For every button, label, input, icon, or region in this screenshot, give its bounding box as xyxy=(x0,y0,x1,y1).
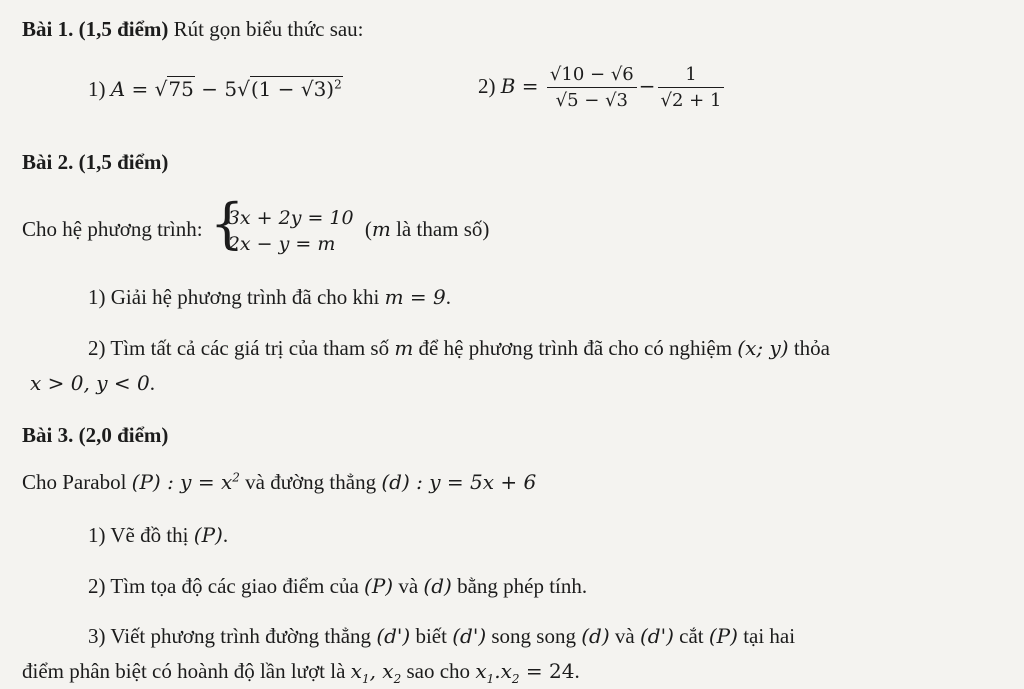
fraction-2-den: √2 + 1 xyxy=(660,90,722,111)
bai2-q2-condition: x > 0, y < 0 xyxy=(30,371,150,395)
x1-sub: 1 xyxy=(361,672,370,686)
param-rest: là tham số) xyxy=(390,216,490,241)
bai2-q2-text: 2) Tìm tất cả các giá trị của tham số xyxy=(88,336,390,360)
bai2-q2-m: m xyxy=(394,336,414,360)
x2-sub: 2 xyxy=(393,672,402,686)
bai2-system-line xyxy=(22,192,490,257)
param-m: m xyxy=(371,216,391,241)
bai2-q2-xy: (x; y) xyxy=(737,336,789,360)
bai3-q3-line2: điểm phân biệt có hoành độ lần lượt là $x_1$, $x_2$ sao cho $x_1.x_2 = 24$. xyxy=(22,659,580,686)
bai2-q1-math: m = 9 xyxy=(384,285,446,309)
bai3-q3-cut: cắt xyxy=(679,624,704,648)
bai1-heading xyxy=(22,17,364,42)
bai1-q2-label: 2) xyxy=(478,74,496,98)
bai1-q2-expr xyxy=(500,64,727,111)
bai3-title: Bài 3. (2,0 điểm) xyxy=(22,423,169,447)
parabol-def-text: (P) : y = x xyxy=(131,470,233,494)
q2-lhs: B = xyxy=(500,74,545,98)
bai3-q3-a: 3) Viết phương trình đường thẳng xyxy=(88,624,372,648)
sqrt-sign: √ xyxy=(154,77,168,101)
bai3-q1-text: 1) Vẽ đồ thị xyxy=(88,523,189,547)
parabol-exp: 2 xyxy=(232,470,240,485)
bai3-intro: Cho Parabol xyxy=(22,470,127,494)
bai3-q3-so: sao cho xyxy=(406,659,471,683)
bai2-q2 xyxy=(88,336,830,361)
bai3-q3-end: tại hai xyxy=(743,624,796,648)
p1-base: x xyxy=(475,659,487,683)
p1-sub: 1 xyxy=(486,672,495,686)
bai3-q2-end: bằng phép tính. xyxy=(457,574,588,598)
bai3-q3-d4: (d') xyxy=(639,624,674,648)
bai3-q3-and: và xyxy=(614,624,635,648)
bai3-q3-d2: (d') xyxy=(452,624,487,648)
bai2-title: Bài 2. (1,5 điểm) xyxy=(22,150,169,174)
parabol-def xyxy=(132,470,240,494)
bai2-q1: 1) Giải hệ phương trình đã cho khi m = 9. xyxy=(88,285,452,309)
bai2-q2-condition-line: x > 0, y < 0. xyxy=(30,371,155,395)
bai1-intro: Rút gọn biểu thức sau: xyxy=(173,17,364,41)
bai2-intro: Cho hệ phương trình: xyxy=(22,216,203,241)
radicand-2-text: (1 − √3) xyxy=(250,77,335,101)
bai1-q1-expr xyxy=(111,76,343,101)
bai2-q2-end: thỏa xyxy=(793,336,830,360)
x1-base: x xyxy=(350,659,362,683)
bai3-q3-line2-text: điểm phân biệt có hoành độ lần lượt là xyxy=(22,659,346,683)
equation-system xyxy=(209,192,354,257)
fraction-2 xyxy=(658,64,725,111)
bai3-q1: 1) Vẽ đồ thị (P). xyxy=(88,523,229,547)
bai1-q1 xyxy=(88,77,343,102)
radicand-75: 75 xyxy=(168,77,194,101)
param-note: (m là tham số) xyxy=(364,216,490,241)
bai3-q2-p: (P) xyxy=(364,574,394,598)
product-value: = 24 xyxy=(519,659,575,683)
fraction-1 xyxy=(547,64,637,111)
sqrt-sign-2: √ xyxy=(237,77,250,101)
brace-icon: { xyxy=(209,192,245,255)
bai2-q2-rest: để hệ phương trình đã cho có nghiệm xyxy=(418,336,733,360)
line-d-def: (d) : y = 5x + 6 xyxy=(381,470,537,494)
radicand-2 xyxy=(250,76,343,101)
bai3-q3-p: (P) xyxy=(708,624,738,648)
bai3-intro-line xyxy=(22,470,536,495)
bai3-q3-b: biết xyxy=(415,624,447,648)
bai3-q3 xyxy=(88,624,795,649)
bai3-q3-d3: (d) xyxy=(581,624,610,648)
fraction-2-num: 1 xyxy=(658,64,725,88)
bai3-q3-c: song song xyxy=(491,624,576,648)
radicand-2-exp: 2 xyxy=(334,77,342,92)
q2-minus: − xyxy=(638,74,656,98)
bai3-q3-d1: (d') xyxy=(376,624,411,648)
bai3-and-line: và đường thẳng xyxy=(245,470,377,494)
bai3-q2-a: 2) Tìm tọa độ các giao điểm của xyxy=(88,574,359,598)
x2-base: , x xyxy=(369,659,394,683)
x1-x2 xyxy=(350,659,402,686)
bai3-q1-math: (P) xyxy=(193,523,223,547)
bai3-q2-d: (d) xyxy=(423,574,452,598)
bai1-title: Bài 1. (1,5 điểm) xyxy=(22,17,169,41)
fraction-1-den: √5 − √3 xyxy=(555,90,629,111)
equation-1: 3x + 2y = 10 xyxy=(227,207,354,229)
bai2-q1-text: 1) Giải hệ phương trình đã cho khi xyxy=(88,285,380,309)
q1-mid: − 5 xyxy=(194,77,238,101)
p2-base: .x xyxy=(494,659,512,683)
equation-2: 2x − y = m xyxy=(227,233,336,255)
fraction-1-num: √10 − √6 xyxy=(547,64,637,88)
bai1-q1-label: 1) xyxy=(88,77,106,101)
p2-sub: 2 xyxy=(511,672,520,686)
product-condition xyxy=(475,659,575,686)
bai1-q2 xyxy=(478,64,726,111)
bai3-q2 xyxy=(88,574,587,599)
q1-lhs: A = xyxy=(110,77,155,101)
bai3-q2-and: và xyxy=(398,574,419,598)
